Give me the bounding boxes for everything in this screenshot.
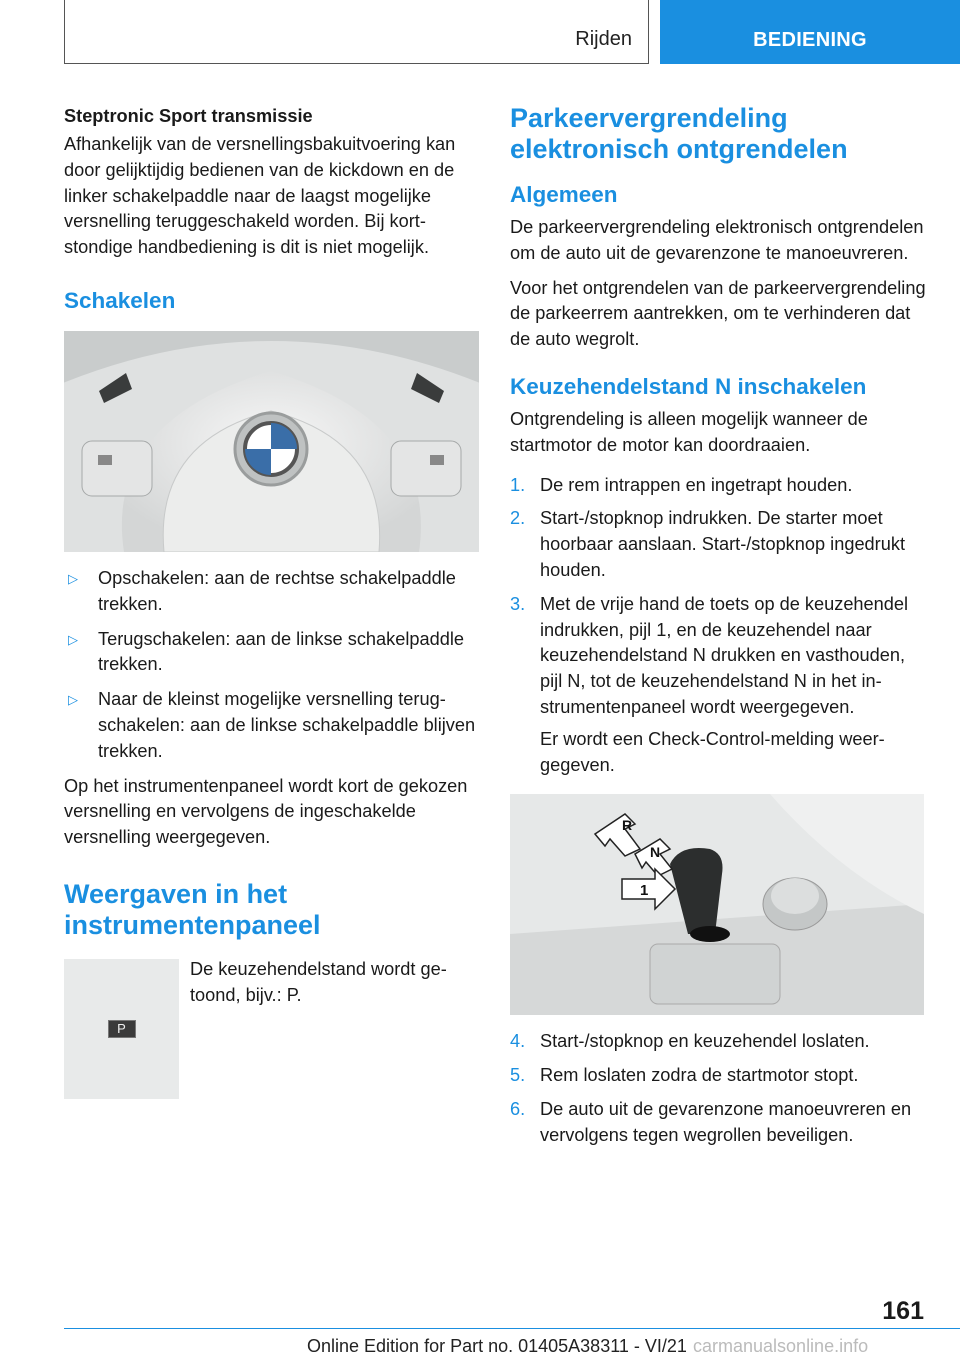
- left-column: [64, 103, 479, 1099]
- header-section: Rijden: [575, 28, 632, 50]
- step-item: 2. Start-/stopknop indrukken. De starter moet hoorbaar aanslaan. Start-/stopknop ingedrukt houden.: [510, 508, 905, 580]
- heading-algemeen: Algemeen: [510, 182, 618, 207]
- step-item: 6. De auto uit de gevarenzone manoeuvreren en vervolgens tegen wegrollen beveiligen.: [510, 1098, 912, 1145]
- para-check-control: Er wordt een Check-Control-melding weergegeven.: [540, 728, 885, 775]
- gear-selector-illustration: [510, 794, 924, 1015]
- para-algemeen-1: De parkeervergrendeling elektronisch ontgrendelen om de auto uit de gevarenzone te manoeuvreren.: [510, 217, 924, 263]
- para-keuzehendelstand: Ontgrendeling is alleen mogelijk wanneer de startmotor de motor kan doordraaien.: [510, 408, 868, 455]
- para-algemeen-2: Voor het ontgrendelen van de parkeervergrendeling de parkeerrem aantrekken, om te verhinderen dat de auto wegrolt.: [510, 277, 926, 350]
- footer-rule-right: [862, 1328, 960, 1329]
- arrow-label-r: R: [622, 817, 633, 834]
- gear-selector-image: [510, 794, 924, 1015]
- instrument-panel-icon: [64, 959, 179, 1099]
- footer-edition: Online Edition for Part no. 01405A38311 - VI/21: [307, 1336, 687, 1356]
- step-item: 3. Met de vrije hand de toets op de keuzehendel indrukken, pijl 1, en de keuzehendel naar keuzehendelstand N drukken en vasthouden, pijl N, tot de keuzehendelstand N in het instrumentenpaneel wordt weergegeven.: [510, 593, 909, 717]
- display-example: [64, 959, 479, 1099]
- heading-schakelen: Schakelen: [64, 287, 176, 313]
- step-item: 5. Rem loslaten zodra de startmotor stopt.: [510, 1065, 859, 1086]
- bullet-item: ▷ Naar de kleinst mogelijke versnelling terugschakelen: aan de linkse schakelpaddle blijven trekken.: [64, 687, 479, 764]
- header-chapter: BEDIENING: [660, 0, 960, 64]
- para-sport: Afhankelijk van de versnellingsbakuitvoering kan door gelijktijdig bedienen van de kickdown en de linker schakelpaddle naar de laagst mogelijke versnelling teruggeschakeld worden. Bij kortstondige handbediening is dit is niet mogelijk.: [64, 134, 456, 258]
- page-number: 161: [882, 1297, 924, 1325]
- heading-parkeervergrendeling: Parkeervergrendeling elektronisch ontgrendelen: [510, 103, 848, 164]
- gear-p-indicator: P: [108, 1020, 136, 1038]
- heading-sport: Steptronic Sport transmissie: [64, 106, 313, 126]
- arrow-label-1: 1: [640, 882, 649, 900]
- para-instrumentenpaneel: Op het instrumentenpaneel wordt kort de gekozen versnelling en vervolgens de ingeschakelde versnelling weergegeven.: [64, 775, 468, 848]
- header-box: [64, 0, 649, 64]
- triangle-bullet-icon: ▷: [68, 631, 78, 647]
- step-item: 1. De rem intrappen en ingetrapt houden.: [510, 474, 853, 495]
- steering-wheel-image: [64, 331, 479, 552]
- step-item: 4. Start-/stopknop en keuzehendel loslaten.: [510, 1031, 870, 1052]
- heading-keuzehendelstand: Keuzehendelstand N inschakelen: [510, 373, 867, 399]
- bullet-item: ▷ Terugschakelen: aan de linkse schakelpaddle trekken.: [64, 627, 479, 679]
- triangle-bullet-icon: ▷: [68, 570, 78, 586]
- triangle-bullet-icon: ▷: [68, 692, 78, 708]
- heading-weergaven: Weergaven in het instrumentenpaneel: [64, 878, 321, 940]
- steering-wheel-illustration: [64, 331, 479, 552]
- arrow-label-n: N: [650, 844, 661, 861]
- footer-rule: [64, 1328, 862, 1329]
- para-weergaven: De keuzehendelstand wordt getoond, bijv.: P.: [190, 958, 447, 1005]
- footer-watermark: carmanualsonline.info: [693, 1336, 869, 1356]
- bullet-item: ▷ Opschakelen: aan de rechtse schakelpaddle trekken.: [64, 566, 479, 618]
- right-column: [510, 103, 926, 1157]
